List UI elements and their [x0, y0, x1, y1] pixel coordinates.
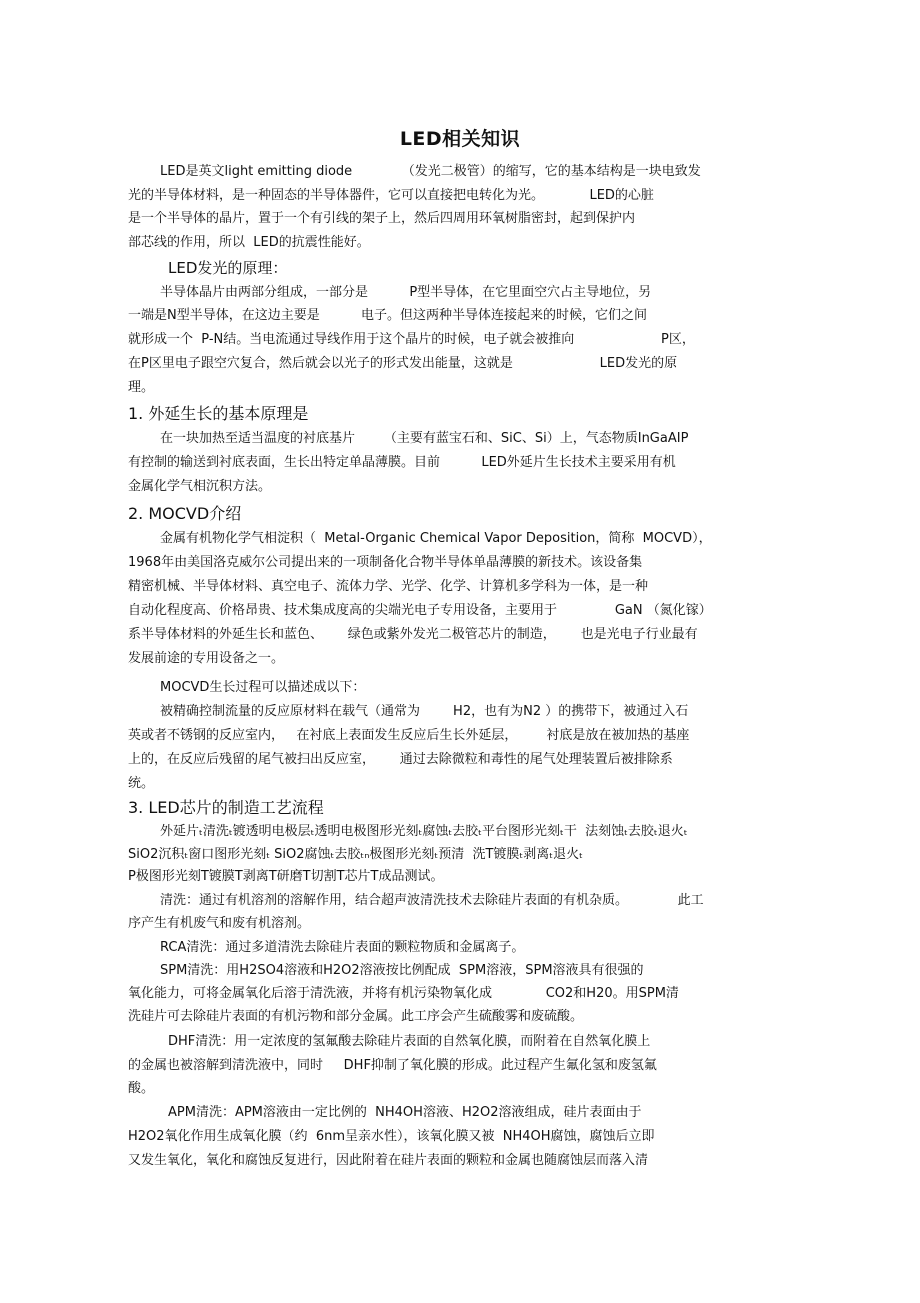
process-flow-line: 外延片ₜ清洗ₜ镀透明电极层ₜ透明电极图形光刻ₜ腐蚀ₜ去胶ₜ平台图形光刻ₜ干 法刻蚀ₜ去胶ₜ退火ₜ	[160, 824, 688, 839]
mocvd-process-line: 上的，在反应后残留的尾气被扫出反应室， 通过去除微粒和毒性的尾气处理装置后被排除系	[128, 752, 673, 767]
section-2-line: 系半导体材料的外延生长和蓝色、 绿色或紫外发光二极管芯片的制造， 也是光电子行业最有	[128, 627, 698, 642]
process-flow-line: P极图形光刻T镀膜T剥离T研磨T切割T芯片T成品测试。	[128, 869, 444, 884]
section-2-heading: 2. MOCVD介绍	[128, 504, 242, 523]
section-2-line: 发展前途的专用设备之一。	[128, 651, 285, 666]
section-1-heading: 1. 外延生长的基本原理是	[128, 404, 309, 423]
intro-line: LED是英文light emitting diode （发光二极管）的缩写，它的基本结构是一块电致发	[160, 164, 701, 179]
clean-line: 清洗：通过有机溶剂的溶解作用，结合超声波清洗技术去除硅片表面的有机杂质。 此工	[160, 893, 704, 908]
mocvd-process-heading: MOCVD生长过程可以描述成以下：	[160, 680, 366, 695]
principle-line: 一端是N型半导体，在这边主要是 电子。但这两种半导体连接起来的时候，它们之间	[128, 308, 648, 323]
apm-line: APM清洗：APM溶液由一定比例的 NH4OH溶液、H2O2溶液组成，硅片表面由于	[168, 1105, 642, 1120]
intro-line: 是一个半导体的晶片，置于一个有引线的架子上，然后四周用环氧树脂密封，起到保护内	[128, 211, 636, 226]
section-1-line: 金属化学气相沉积方法。	[128, 479, 272, 494]
apm-line: H2O2氧化作用生成氧化膜（约 6nm呈亲水性），该氧化膜又被 NH4OH腐蚀，腐蚀后立即	[128, 1129, 655, 1144]
dhf-line: 酸。	[128, 1081, 155, 1096]
principle-line: 在P区里电子跟空穴复合，然后就会以光子的形式发出能量，这就是 LED发光的原	[128, 356, 678, 371]
process-flow-line: SiO2沉积ₜ窗口图形光刻ₜ SiO2腐蚀ₜ去胶ₜₙ极图形光刻ₜ预清 洗T镀膜ₜ剥离ₜ退火ₜ	[128, 847, 583, 862]
intro-line: 部芯线的作用，所以 LED的抗震性能好。	[128, 235, 370, 250]
dhf-line: 的金属也被溶解到清洗液中，同时 DHF抑制了氧化膜的形成。此过程产生氟化氢和废氢氟	[128, 1058, 657, 1073]
mocvd-process-line: 统。	[128, 776, 155, 791]
section-2-line: 1968年由美国洛克威尔公司提出来的一项制备化合物半导体单晶薄膜的新技术。该设备集	[128, 555, 643, 570]
principle-line: 半导体晶片由两部分组成，一部分是 P型半导体，在它里面空穴占主导地位，另	[160, 285, 652, 300]
dhf-line: DHF清洗：用一定浓度的氢氟酸去除硅片表面的自然氧化膜，而附着在自然氧化膜上	[168, 1034, 651, 1049]
clean-line: 序产生有机废气和废有机溶剂。	[128, 916, 311, 931]
apm-line: 又发生氧化，氧化和腐蚀反复进行，因此附着在硅片表面的颗粒和金属也随腐蚀层而落入清	[128, 1153, 649, 1168]
section-2-line: 金属有机物化学气相淀积（ Metal-Organic Chemical Vapor Deposition，简称 MOCVD），	[160, 531, 712, 546]
mocvd-process-line: 被精确控制流量的反应原材料在载气（通常为 H2，也有为N2 ）的携带下，被通过入石	[160, 704, 689, 719]
spm-line: 洗硅片可去除硅片表面的有机污物和部分金属。此工序会产生硫酸雾和废硫酸。	[128, 1009, 584, 1024]
section-2-line: 自动化程度高、价格昂贵、技术集成度高的尖端光电子专用设备，主要用于 GaN （氮化镓）	[128, 603, 712, 618]
section-1-line: 有控制的输送到衬底表面，生长出特定单晶薄膜。目前 LED外延片生长技术主要采用有机	[128, 455, 676, 470]
section-2-line: 精密机械、半导体材料、真空电子、流体力学、光学、化学、计算机多学科为一体，是一种	[128, 579, 649, 594]
section-1-line: 在一块加热至适当温度的衬底基片 （主要有蓝宝石和、SiC、Si）上，气态物质InGaAIP	[160, 431, 689, 446]
page-title: LED相关知识	[399, 128, 521, 150]
principle-heading: LED发光的原理：	[168, 259, 288, 277]
principle-line: 就形成一个 P-N结。当电流通过导线作用于这个晶片的时候，电子就会被推向 P区，	[128, 332, 695, 347]
mocvd-process-line: 英或者不锈钢的反应室内， 在衬底上表面发生反应后生长外延层， 衬底是放在被加热的基座	[128, 728, 690, 743]
intro-line: 光的半导体材料，是一种固态的半导体器件，它可以直接把电转化为光。 LED的心脏	[128, 188, 654, 203]
section-3-heading: 3. LED芯片的制造工艺流程	[128, 798, 324, 817]
spm-line: SPM清洗：用H2SO4溶液和H2O2溶液按比例配成 SPM溶液，SPM溶液具有很强的	[160, 963, 644, 978]
spm-line: 氧化能力，可将金属氧化后溶于清洗液，并将有机污染物氧化成 CO2和H20。用SPM清	[128, 986, 679, 1001]
principle-line: 理。	[128, 380, 155, 395]
rca-line: RCA清洗：通过多道清洗去除硅片表面的颗粒物质和金属离子。	[160, 940, 525, 955]
